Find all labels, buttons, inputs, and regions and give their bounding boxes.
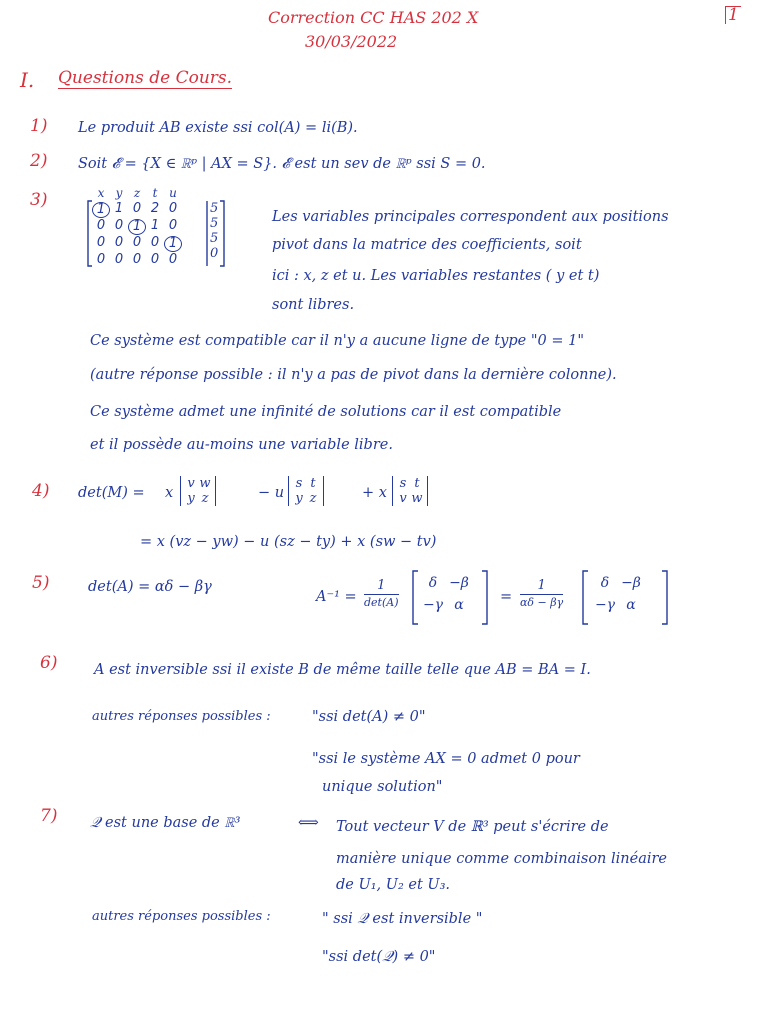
q3-para1-line-1: Ce système est compatible car il n'y a aucune ligne de type "0 = 1" [90,333,585,349]
q3-side-line-1: Les variables principales correspondent aux positions [272,209,669,225]
matrix-entry: 0 [114,218,124,233]
det-entry: z [201,491,209,506]
q5-matrix-2 [592,575,644,613]
question-4-number: 4) [32,481,50,501]
det-entry: v [187,476,195,491]
matrix-entry: 0 [150,235,160,250]
q5-fraction-2 [520,578,563,609]
augmented-matrix [92,202,200,267]
var-label: t [152,186,158,200]
matrix-entry: 0 [168,201,178,216]
matrix-entry: 0 [114,235,124,250]
question-1-number: 1) [30,116,48,136]
det-entry: w [199,476,211,491]
q6-other-answers-label: autres réponses possibles : [92,709,271,724]
q6-text: A est inversible ssi il existe B de même taille telle que AB = BA = I. [94,662,591,678]
matrix-spacer [182,202,200,218]
question-2-number: 2) [30,151,48,171]
matrix-entry: −β [621,575,641,591]
q3-side-line-2: pivot dans la matrice des coefficients, soit [272,237,582,253]
q4-term1-determinant [180,476,216,506]
matrix-spacer [182,253,200,267]
matrix-entry: δ [600,575,610,591]
q3-para1-line-2: (autre réponse possible : il n'y a pas de pivot dans la dernière colonne). [90,367,617,383]
matrix-spacer [182,236,200,252]
rhs-value: 0 [210,246,219,261]
page-number [725,6,741,24]
pivot-entry: 1 [128,219,146,235]
q7-alternative-2: "ssi det(𝒬) ≠ 0" [322,949,436,965]
det-entry: t [310,476,316,491]
variable-header-row [92,186,182,200]
q5-inverse-lhs: A⁻¹ = [316,589,357,605]
q4-term3-coef: + x [362,485,387,501]
matrix-entry: 0 [132,252,142,267]
fraction-numerator: 1 [377,578,386,593]
matrix-entry: 0 [132,201,142,216]
det-entry: t [414,476,420,491]
q3-side-line-3: ici : x, z et u. Les variables restantes ( y et t) [272,268,600,284]
question-2-text: Soit 𝓔 = {X ∈ ℝᵖ | AX = S}. 𝓔 est un sev de ℝᵖ ssi S = 0. [78,156,486,172]
det-entry: w [411,491,423,506]
det-entry: z [309,491,317,506]
matrix-entry: 1 [150,218,160,233]
matrix-entry: 0 [132,235,142,250]
det-entry: y [295,491,303,506]
matrix-entry: 0 [150,252,160,267]
question-7-number: 7) [40,806,58,826]
q3-para2-line-1: Ce système admet une infinité de solutions car il est compatible [90,404,562,420]
question-6-number: 6) [40,653,58,673]
q3-para2-line-2: et il possède au-moins une variable libre. [90,437,393,453]
fraction-denominator: αδ − βγ [520,596,564,609]
q4-term1-coef: x [165,485,174,501]
document-date: 30/03/2022 [305,32,398,51]
q7-equivalence-arrow: ⟺ [298,815,319,831]
page-number-value: 1 [728,5,739,25]
fraction-denominator: det(A) [364,596,399,609]
pivot-entry: 1 [92,202,110,218]
var-label: x [97,186,105,200]
det-entry: v [399,491,407,506]
pivot-entry: 1 [164,236,182,252]
rhs-value: 5 [210,231,219,246]
q7-equivalence-line-1: Tout vecteur V de ℝ³ peut s'écrire de [336,819,609,835]
q5-fraction-1 [364,578,399,609]
det-entry: s [399,476,407,491]
matrix-entry: 0 [168,218,178,233]
var-label: z [133,186,141,200]
var-label: u [169,186,177,200]
q3-side-line-4: sont libres. [272,297,355,313]
rhs-value: 5 [210,216,219,231]
q6-alternative-2-line-1: "ssi le système AX = 0 admet 0 pour [312,751,580,767]
fraction-numerator: 1 [537,578,546,593]
q7-equivalence-line-3: de U₁, U₂ et U₃. [336,877,451,893]
matrix-entry: 0 [114,252,124,267]
matrix-entry: −γ [422,597,444,613]
rhs-value: 5 [210,201,219,216]
q6-alternative-1: "ssi det(A) ≠ 0" [312,709,426,725]
q7-equivalence-line-2: manière unique comme combinaison linéaire [336,851,667,867]
q7-alternative-1: " ssi 𝒬 est inversible " [322,911,483,927]
q4-expansion: = x (vz − yw) − u (sz − ty) + x (sw − tv) [140,534,437,550]
matrix-entry: −γ [594,597,616,613]
matrix-entry: δ [428,575,438,591]
question-3-number: 3) [30,190,48,210]
fraction-bar [520,594,563,595]
q4-lhs: det(M) = [78,485,145,501]
q6-alternative-2-line-2: unique solution" [322,779,443,795]
q4-term2-determinant [288,476,324,506]
section-title: Questions de Cours. [58,68,233,88]
q5-matrix-1 [420,575,472,613]
augmented-matrix-rhs [210,202,218,261]
matrix-entry: 2 [150,201,160,216]
section-numeral: I. [20,68,35,92]
det-entry: y [187,491,195,506]
q5-equals: = [500,589,513,605]
q7-other-answers-label: autres réponses possibles : [92,909,271,924]
matrix-entry: 0 [96,235,106,250]
matrix-entry: 0 [168,252,178,267]
matrix-entry: 0 [96,252,106,267]
question-5-number: 5) [32,573,50,593]
q4-term3-determinant [392,476,428,506]
matrix-entry: 0 [96,218,106,233]
matrix-entry: −β [449,575,469,591]
question-1-text: Le produit AB existe ssi col(A) = li(B). [78,120,358,136]
matrix-entry: α [454,597,464,613]
matrix-entry: 1 [114,201,124,216]
matrix-spacer [182,219,200,235]
q7-text: 𝒬 est une base de ℝ³ [90,815,241,831]
det-entry: s [295,476,303,491]
q4-term2-coef: − u [258,485,285,501]
q5-determinant: det(A) = αδ − βγ [88,579,212,595]
var-label: y [115,186,123,200]
matrix-entry: α [626,597,636,613]
document-title: Correction CC HAS 202 X [268,8,479,27]
fraction-bar [364,594,399,595]
